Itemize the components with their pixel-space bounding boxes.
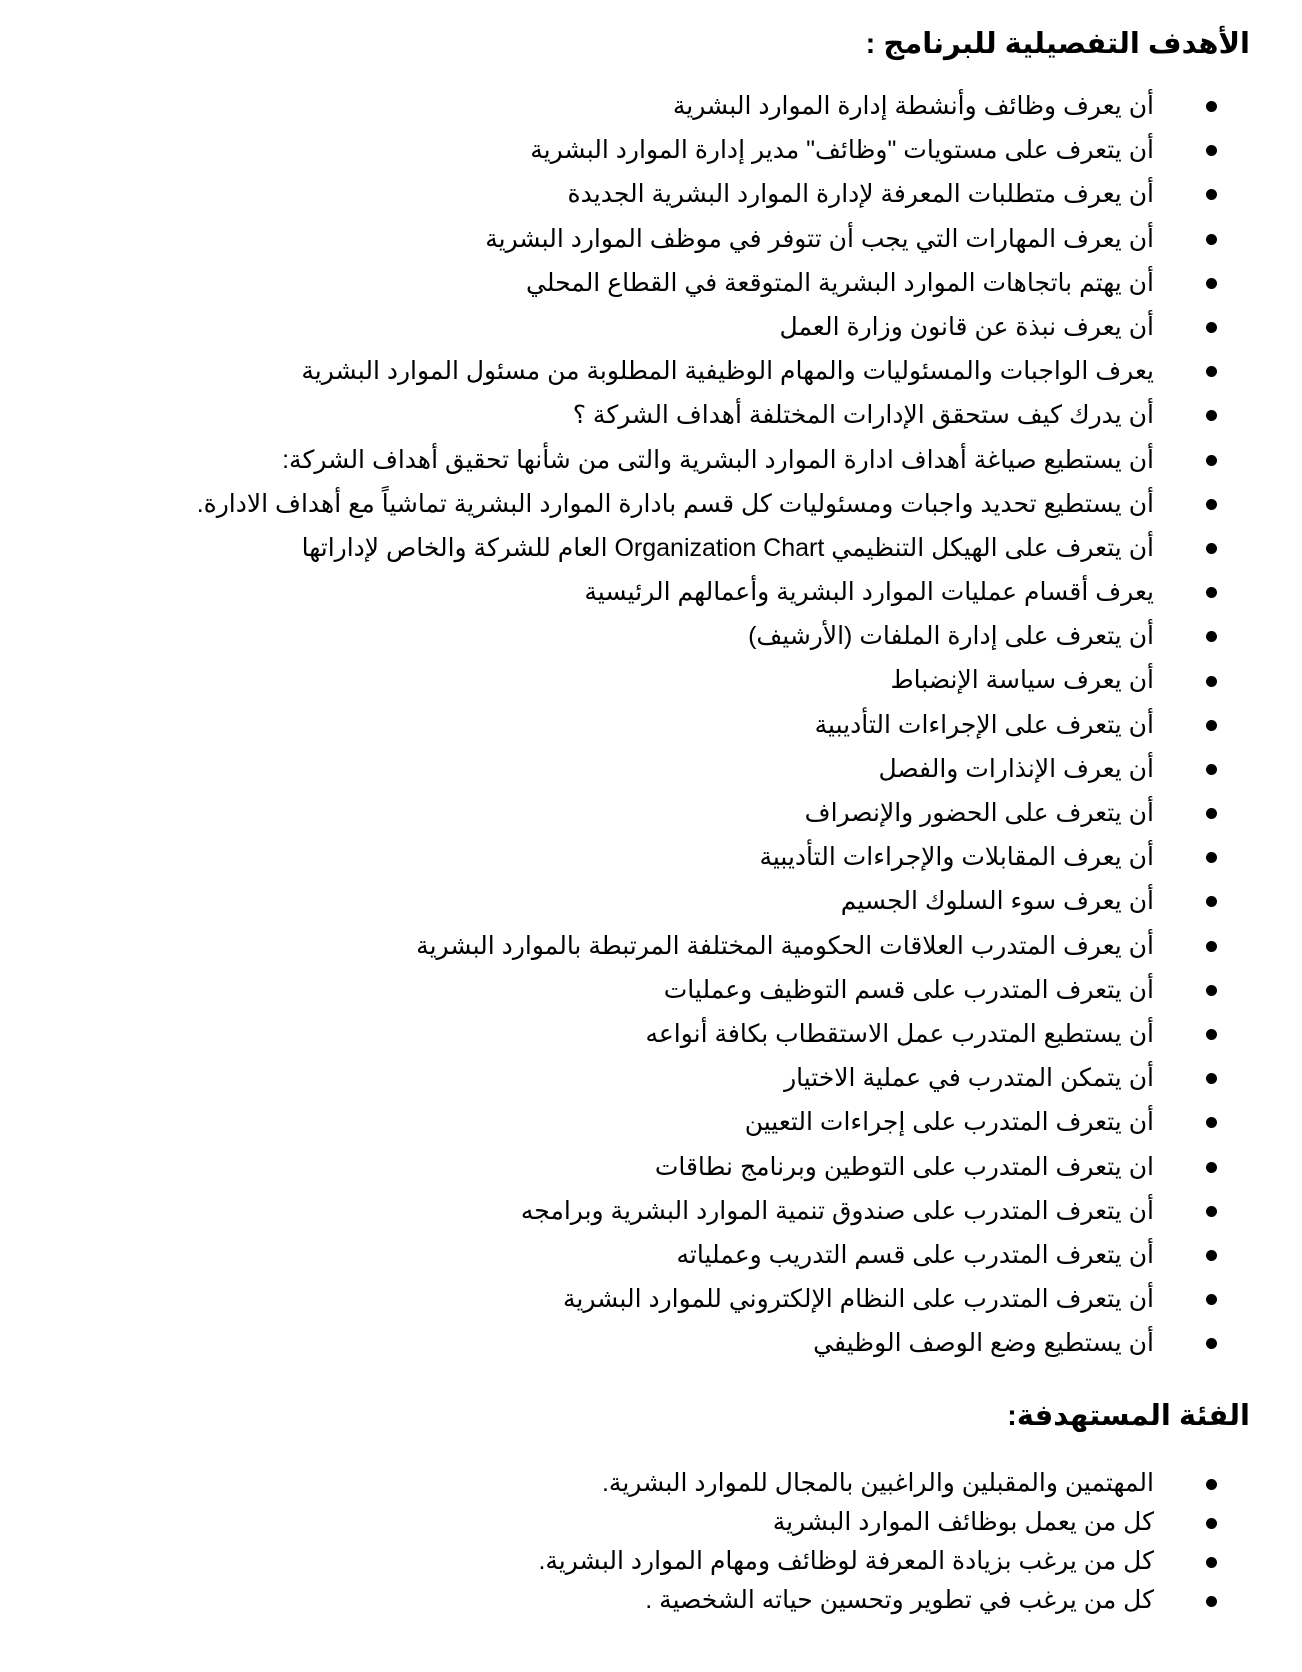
bullet-icon	[1206, 1518, 1217, 1529]
bullet-icon	[1206, 1479, 1217, 1490]
bullet-icon	[1206, 941, 1217, 952]
bullet-icon	[1206, 808, 1217, 819]
list-item: أن يتعرف على الهيكل التنظيمي Organization Chart العام للشركة والخاص لإداراتها	[150, 526, 1250, 570]
bullet-icon	[1206, 278, 1217, 289]
bullet-icon	[1206, 587, 1217, 598]
list-item: أن يعرف وظائف وأنشطة إدارة الموارد البشرية	[150, 84, 1250, 128]
list-item: أن يدرك كيف ستحقق الإدارات المختلفة أهداف الشركة ؟	[150, 393, 1250, 437]
bullet-icon	[1206, 234, 1217, 245]
list-item: أن يتعرف المتدرب على قسم التوظيف وعمليات	[150, 968, 1250, 1012]
list-item: أن يعرف المتدرب العلاقات الحكومية المختلفة المرتبطة بالموارد البشرية	[150, 924, 1250, 968]
list-item: ان يتعرف المتدرب على التوطين وبرنامج نطاقات	[150, 1145, 1250, 1189]
list-item: أن يتمكن المتدرب في عملية الاختيار	[150, 1056, 1250, 1100]
bullet-icon	[1206, 410, 1217, 421]
list-item: أن يتعرف المتدرب على إجراءات التعيين	[150, 1100, 1250, 1144]
bullet-icon	[1206, 852, 1217, 863]
bullet-icon	[1206, 322, 1217, 333]
bullet-icon	[1206, 1073, 1217, 1084]
list-item: كل من يرغب بزيادة المعرفة لوظائف ومهام الموارد البشرية.	[150, 1542, 1250, 1581]
list-item: أن يعرف المقابلات والإجراءات التأديبية	[150, 835, 1250, 879]
bullet-icon	[1206, 543, 1217, 554]
list-item: المهتمين والمقبلين والراغبين بالمجال للموارد البشرية.	[150, 1464, 1250, 1503]
list-item: أن يتعرف المتدرب على صندوق تنمية الموارد البشرية وبرامجه	[150, 1189, 1250, 1233]
objectives-section	[150, 16, 1250, 1365]
bullet-icon	[1206, 1294, 1217, 1305]
bullet-icon	[1206, 366, 1217, 377]
bullet-icon	[1206, 720, 1217, 731]
bullet-icon	[1206, 1250, 1217, 1261]
list-item: أن يتعرف على الحضور والإنصراف	[150, 791, 1250, 835]
objectives-heading: الأهدف التفصيلية للبرنامج :	[865, 28, 1250, 60]
list-item: أن يستطيع صياغة أهداف ادارة الموارد البشرية والتى من شأنها تحقيق أهداف الشركة:	[150, 438, 1250, 482]
bullet-icon	[1206, 1117, 1217, 1128]
audience-section	[150, 1388, 1250, 1620]
bullet-icon	[1206, 1338, 1217, 1349]
bullet-icon	[1206, 631, 1217, 642]
bullet-icon	[1206, 1596, 1217, 1607]
list-item: أن يستطيع تحديد واجبات ومسئوليات كل قسم بادارة الموارد البشرية تماشياً مع أهداف الادارة.	[150, 482, 1250, 526]
list-item: أن يتعرف على مستويات "وظائف" مدير إدارة الموارد البشرية	[150, 128, 1250, 172]
list-item: أن يتعرف على الإجراءات التأديبية	[150, 703, 1250, 747]
list-item: أن يتعرف المتدرب على النظام الإلكتروني للموارد البشرية	[150, 1277, 1250, 1321]
audience-heading: الفئة المستهدفة:	[1007, 1400, 1250, 1432]
list-item: أن يعرف سوء السلوك الجسيم	[150, 879, 1250, 923]
bullet-icon	[1206, 455, 1217, 466]
bullet-icon	[1206, 189, 1217, 200]
audience-list	[150, 1464, 1250, 1620]
list-item: أن يعرف الإنذارات والفصل	[150, 747, 1250, 791]
list-item: كل من يرغب في تطوير وتحسين حياته الشخصية .	[150, 1581, 1250, 1620]
bullet-icon	[1206, 1029, 1217, 1040]
bullet-icon	[1206, 676, 1217, 687]
list-item: أن يعرف سياسة الإنضباط	[150, 658, 1250, 702]
objectives-list	[150, 84, 1250, 1365]
list-item: أن يتعرف المتدرب على قسم التدريب وعملياته	[150, 1233, 1250, 1277]
list-item: يعرف الواجبات والمسئوليات والمهام الوظيفية المطلوبة من مسئول الموارد البشرية	[150, 349, 1250, 393]
list-item: كل من يعمل بوظائف الموارد البشرية	[150, 1503, 1250, 1542]
bullet-icon	[1206, 1162, 1217, 1173]
bullet-icon	[1206, 1557, 1217, 1568]
bullet-icon	[1206, 985, 1217, 996]
bullet-icon	[1206, 896, 1217, 907]
list-item: يعرف أقسام عمليات الموارد البشرية وأعمالهم الرئيسية	[150, 570, 1250, 614]
bullet-icon	[1206, 499, 1217, 510]
list-item: أن يستطيع المتدرب عمل الاستقطاب بكافة أنواعه	[150, 1012, 1250, 1056]
bullet-icon	[1206, 1206, 1217, 1217]
bullet-icon	[1206, 145, 1217, 156]
list-item: أن يعرف نبذة عن قانون وزارة العمل	[150, 305, 1250, 349]
list-item: أن يعرف متطلبات المعرفة لإدارة الموارد البشرية الجديدة	[150, 172, 1250, 216]
list-item: أن يعرف المهارات التي يجب أن تتوفر في موظف الموارد البشرية	[150, 217, 1250, 261]
list-item: أن يهتم باتجاهات الموارد البشرية المتوقعة في القطاع المحلي	[150, 261, 1250, 305]
list-item: أن يستطيع وضع الوصف الوظيفي	[150, 1321, 1250, 1365]
list-item: أن يتعرف على إدارة الملفات (الأرشيف)	[150, 614, 1250, 658]
bullet-icon	[1206, 101, 1217, 112]
bullet-icon	[1206, 764, 1217, 775]
